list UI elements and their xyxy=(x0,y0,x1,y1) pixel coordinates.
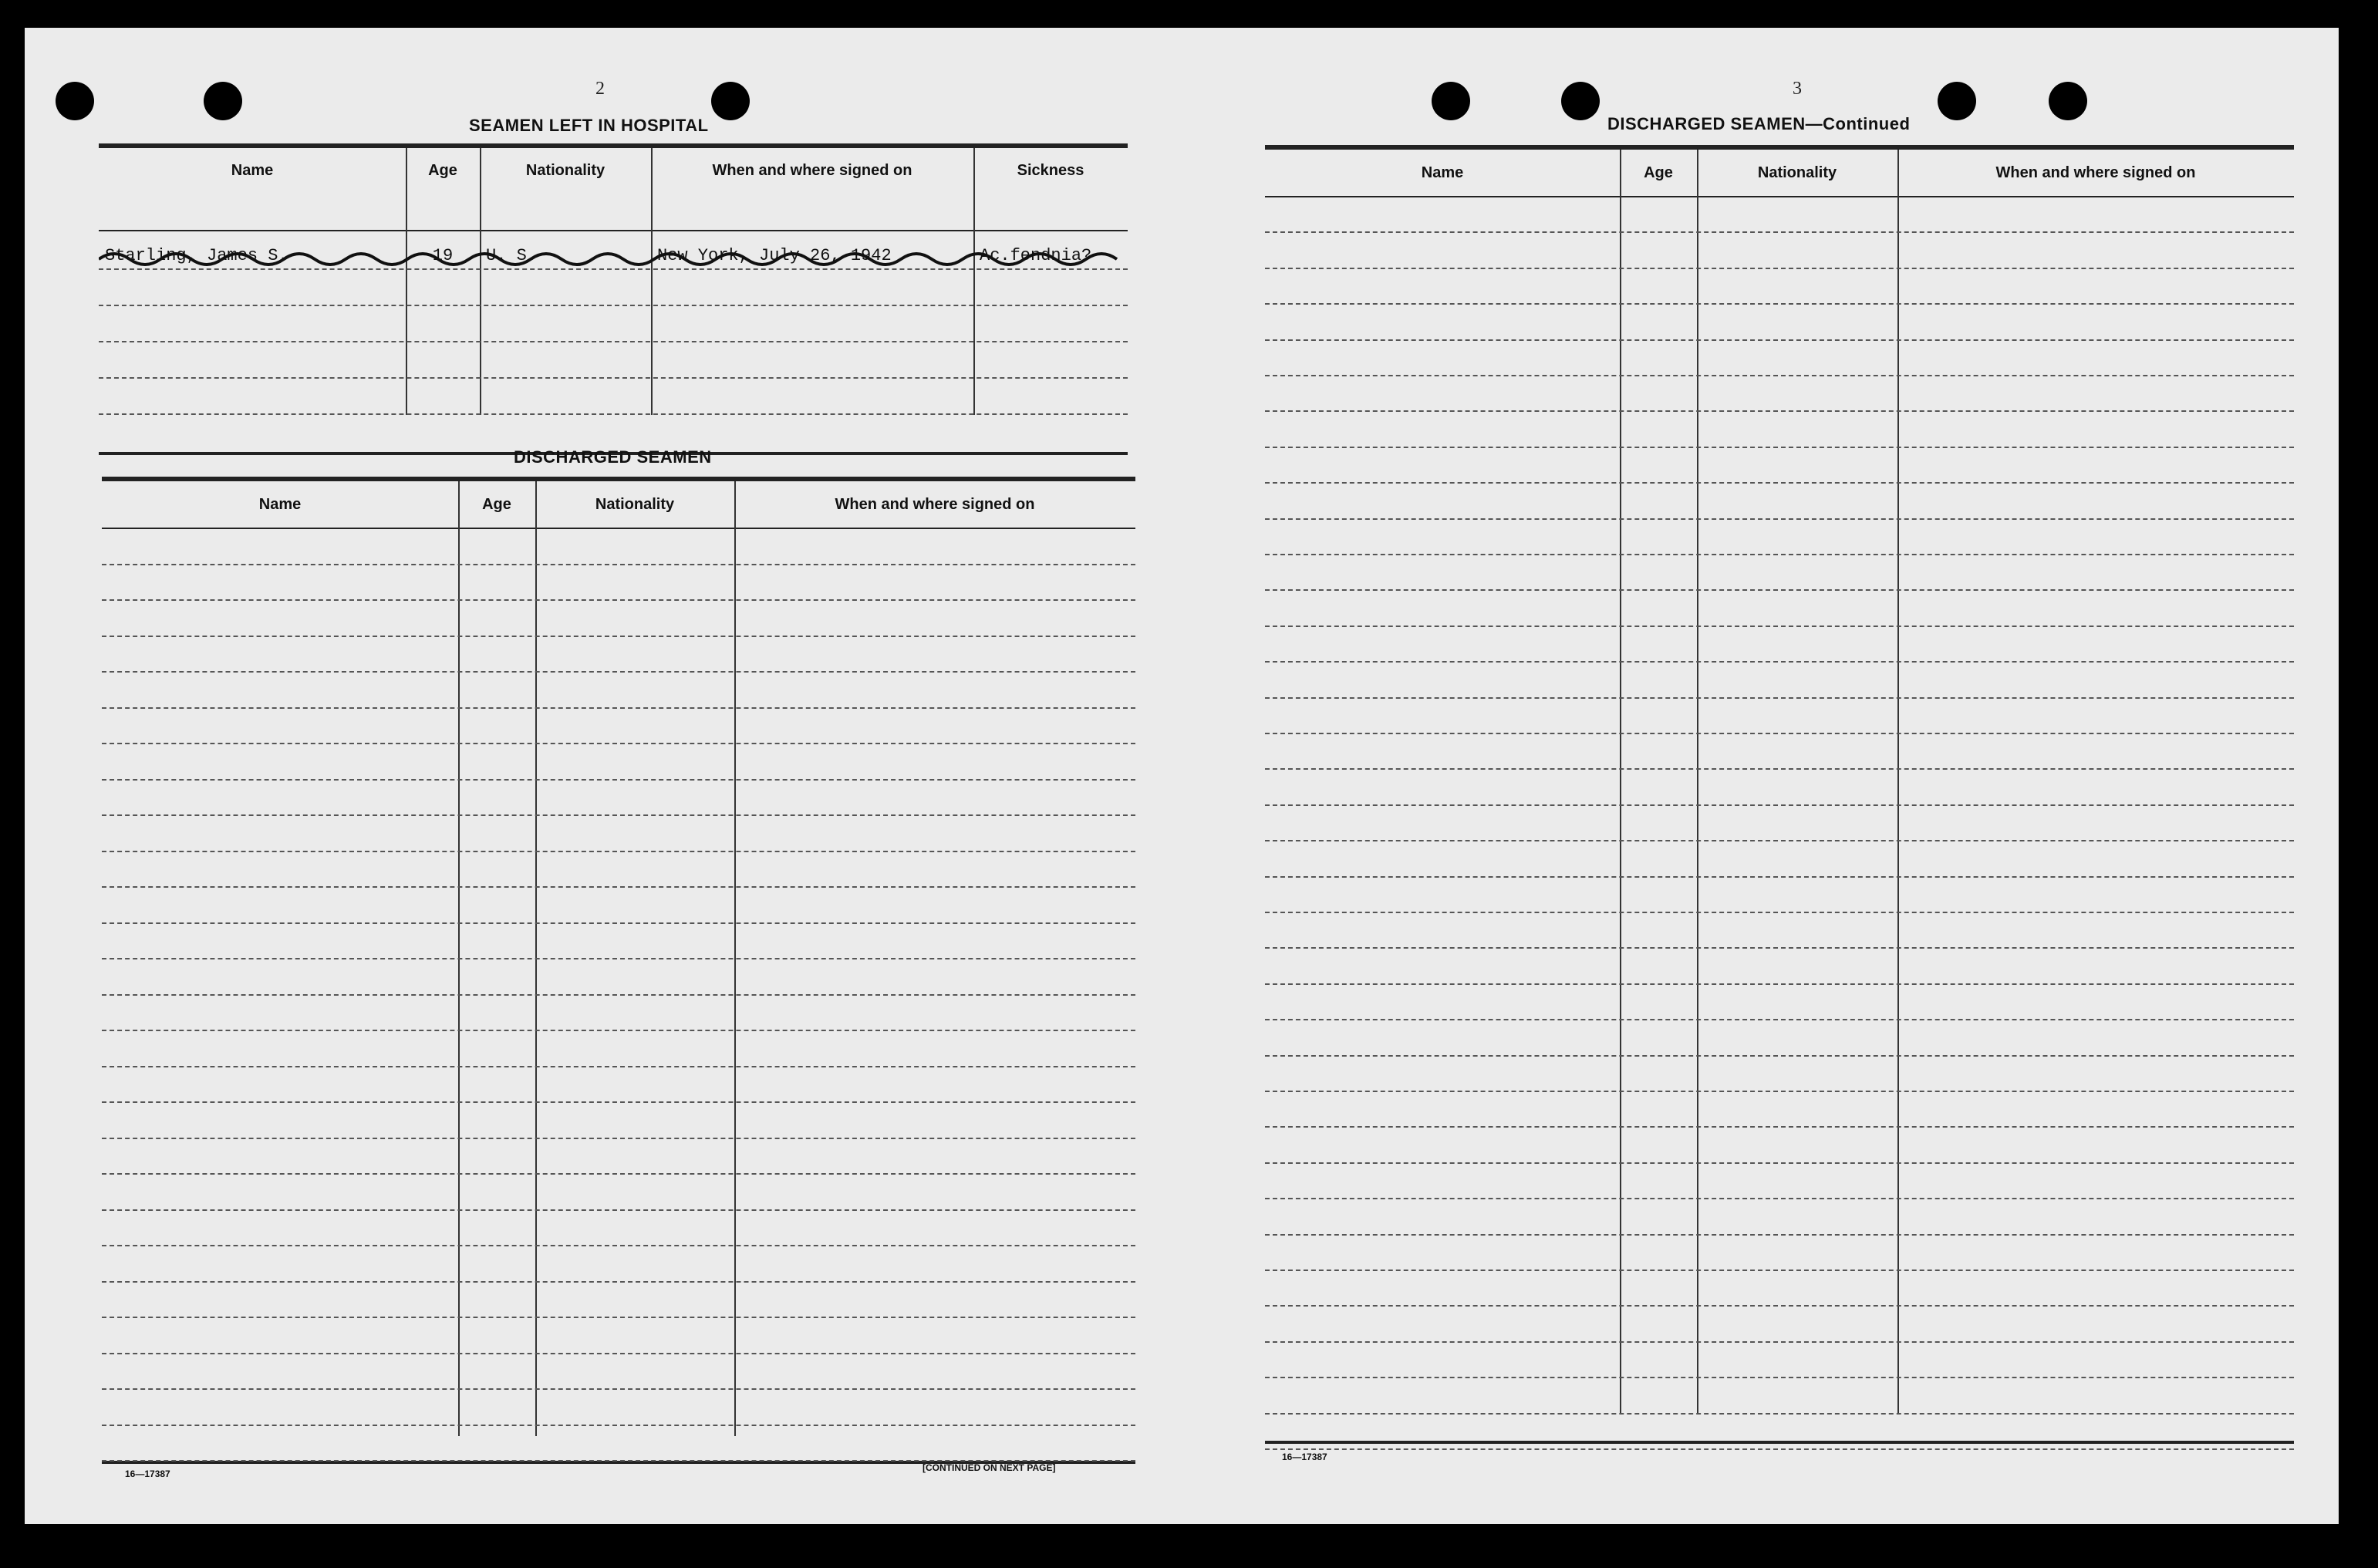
document-sheet xyxy=(25,28,2339,1524)
table-row xyxy=(102,673,1135,709)
table-row xyxy=(1265,412,2294,447)
table-row xyxy=(1265,555,2294,591)
binder-hole xyxy=(1561,82,1600,120)
column-header-nationality: Nationality xyxy=(1757,164,1837,181)
table-row xyxy=(1265,878,2294,913)
table-row xyxy=(102,637,1135,673)
table-row xyxy=(102,781,1135,817)
form-number-left: 16—17387 xyxy=(125,1469,170,1479)
binder-hole xyxy=(2049,82,2087,120)
column-header-nationality: Nationality xyxy=(595,495,675,513)
discharged-section-title: DISCHARGED SEAMEN xyxy=(514,447,712,467)
table-row xyxy=(1265,1092,2294,1128)
table-row xyxy=(102,1103,1135,1139)
table-row xyxy=(1265,1164,2294,1199)
table-row xyxy=(102,888,1135,924)
table-row xyxy=(1265,699,2294,734)
table-row xyxy=(102,1067,1135,1104)
table-row xyxy=(1265,1020,2294,1056)
table-row xyxy=(102,529,1135,565)
binder-hole xyxy=(1938,82,1976,120)
table-row xyxy=(1265,341,2294,376)
table-row xyxy=(1265,1199,2294,1235)
page-number-right: 3 xyxy=(1793,79,1802,99)
table-row xyxy=(102,852,1135,889)
discharged-table xyxy=(102,477,1135,1479)
table-row xyxy=(102,1246,1135,1283)
binder-hole xyxy=(204,82,242,120)
table-row xyxy=(102,1426,1135,1462)
table-row xyxy=(1265,1128,2294,1163)
table-row xyxy=(1265,734,2294,770)
table-row xyxy=(99,270,1128,306)
table-row xyxy=(1265,806,2294,841)
table-row xyxy=(1265,1343,2294,1378)
table-row xyxy=(1265,985,2294,1020)
table-row xyxy=(102,565,1135,602)
binder-hole xyxy=(1432,82,1470,120)
discharged-continued-table xyxy=(1265,145,2294,1448)
table-row xyxy=(1265,520,2294,555)
table-row xyxy=(102,816,1135,852)
form-number-right: 16—17387 xyxy=(1282,1452,1327,1462)
table-row xyxy=(1265,233,2294,268)
table-row xyxy=(102,924,1135,960)
table-row xyxy=(102,1390,1135,1426)
table-row xyxy=(102,959,1135,996)
table-row xyxy=(99,306,1128,342)
table-row xyxy=(102,601,1135,637)
entry-age: 19 xyxy=(432,246,454,265)
table-row xyxy=(1265,770,2294,805)
column-header-name: Name xyxy=(258,495,302,513)
table-row xyxy=(102,1139,1135,1175)
table-row xyxy=(102,1175,1135,1211)
table-row xyxy=(1265,1271,2294,1307)
table-row xyxy=(1265,1415,2294,1450)
entry-sickness: Ac.fendnia? xyxy=(980,246,1092,265)
column-header-age: Age xyxy=(428,161,457,179)
column-header-signed-on: When and where signed on xyxy=(712,161,912,179)
column-header-name: Name xyxy=(1421,164,1464,181)
column-header-age: Age xyxy=(482,495,511,513)
table-row xyxy=(102,1283,1135,1319)
table-row xyxy=(1265,591,2294,626)
table-header xyxy=(1265,150,2294,196)
table-row xyxy=(102,996,1135,1032)
table-row xyxy=(102,1318,1135,1354)
discharged-continued-title: DISCHARGED SEAMEN—Continued xyxy=(1607,114,1911,133)
column-header-name: Name xyxy=(231,161,274,179)
table-row xyxy=(102,1031,1135,1067)
table-row xyxy=(1265,1378,2294,1414)
column-header-signed-on: When and where signed on xyxy=(835,495,1035,513)
table-row xyxy=(1265,197,2294,233)
table-row xyxy=(99,231,1128,270)
table-row xyxy=(1265,913,2294,949)
binder-hole xyxy=(56,82,94,120)
table-row xyxy=(102,709,1135,745)
table-row xyxy=(1265,269,2294,305)
table-row xyxy=(1265,841,2294,877)
table-row xyxy=(1265,305,2294,340)
table-row xyxy=(1265,448,2294,484)
entry-nationality: U. S. xyxy=(486,246,538,265)
continued-note: [CONTINUED ON NEXT PAGE] xyxy=(923,1462,1056,1473)
table-row xyxy=(1265,1057,2294,1092)
table-row xyxy=(102,1354,1135,1391)
hospital-table xyxy=(99,143,1128,455)
column-header-age: Age xyxy=(1644,164,1673,181)
table-row xyxy=(1265,484,2294,519)
table-row xyxy=(1265,627,2294,663)
table-row xyxy=(99,342,1128,379)
table-row xyxy=(99,379,1128,415)
table-row xyxy=(1265,949,2294,984)
table-row xyxy=(1265,663,2294,698)
column-header-sickness: Sickness xyxy=(1017,161,1084,179)
table-row xyxy=(1265,376,2294,412)
table-row xyxy=(102,744,1135,781)
table-row xyxy=(1265,1307,2294,1342)
table-row xyxy=(1265,1236,2294,1271)
column-header-nationality: Nationality xyxy=(525,161,605,179)
entry-signed-on: New York, July 26, 1942 xyxy=(657,246,892,265)
binder-hole xyxy=(711,82,750,120)
column-header-signed-on: When and where signed on xyxy=(1995,164,2196,181)
page-number-left: 2 xyxy=(595,79,605,99)
hospital-section-title: SEAMEN LEFT IN HOSPITAL xyxy=(469,116,709,135)
entry-name: Starling, James S. xyxy=(105,246,288,265)
table-row xyxy=(102,1211,1135,1247)
table-header xyxy=(102,481,1135,528)
